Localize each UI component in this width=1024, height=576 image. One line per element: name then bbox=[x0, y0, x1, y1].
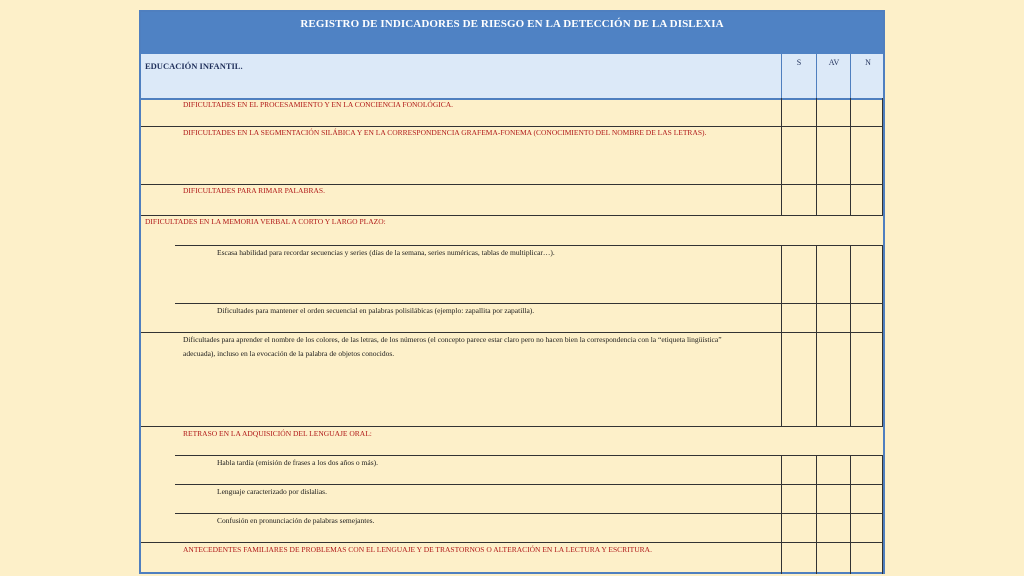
column-s: S bbox=[781, 54, 816, 98]
indicator-family-history: ANTECEDENTES FAMILIARES DE PROBLEMAS CON EL LENGUAJE Y DE TRASTORNOS O ALTERACIÓN EN LA LECTURA Y ESCRITURA. bbox=[183, 545, 652, 554]
indicator-sequential-order: Dificultades para mantener el orden secuencial en palabras polisilábicas (ejemplo: zapallita por zapatilla). bbox=[217, 306, 535, 315]
column-divider bbox=[850, 455, 851, 574]
indicator-naming-line2: adecuada), incluso en la evocación de la palabra de objetos conocidos. bbox=[183, 349, 395, 358]
indicator-late-speech: Habla tardía (emisión de frases a los dos años o más). bbox=[217, 458, 378, 467]
indicator-oral-language-delay: RETRASO EN LA ADQUISICIÓN DEL LENGUAJE ORAL: bbox=[183, 429, 372, 438]
column-divider bbox=[882, 455, 883, 574]
indicator-verbal-memory: DIFICULTADES EN LA MEMORIA VERBAL A CORTO Y LARGO PLAZO: bbox=[145, 217, 386, 226]
indicator-phonological: DIFICULTADES EN EL PROCESAMIENTO Y EN LA CONCIENCIA FONOLÓGICA. bbox=[183, 100, 454, 109]
column-divider bbox=[850, 245, 851, 426]
column-divider bbox=[816, 455, 817, 574]
section-label: EDUCACIÓN INFANTIL. bbox=[145, 61, 243, 71]
column-divider bbox=[882, 98, 883, 215]
risk-indicator-form bbox=[139, 10, 885, 574]
column-divider bbox=[781, 455, 782, 574]
column-divider bbox=[850, 98, 851, 215]
indicator-sequences: Escasa habilidad para recordar secuencias y series (días de la semana, series numéricas, tablas de multiplicar…). bbox=[217, 248, 555, 257]
column-divider bbox=[781, 245, 782, 426]
indicator-dyslalia: Lenguaje caracterizado por dislalias. bbox=[217, 487, 327, 496]
column-divider bbox=[816, 98, 817, 215]
column-av: AV bbox=[816, 54, 851, 98]
form-title: REGISTRO DE INDICADORES DE RIESGO EN LA DETECCIÓN DE LA DISLEXIA bbox=[141, 12, 883, 54]
column-divider bbox=[781, 98, 782, 215]
table-header bbox=[141, 54, 883, 100]
column-divider bbox=[816, 245, 817, 426]
indicator-rhyming: DIFICULTADES PARA RIMAR PALABRAS. bbox=[183, 186, 325, 195]
indicator-word-confusion: Confusión en pronunciación de palabras semejantes. bbox=[217, 516, 375, 525]
indicator-naming-line1: Dificultades para aprender el nombre de los colores, de las letras, de los números (el concepto parece estar claro pero no hacen bien la correspondencia con la “etiqueta lingüística” bbox=[183, 335, 722, 344]
indicator-segmentation: DIFICULTADES EN LA SEGMENTACIÓN SILÁBICA Y EN LA CORRESPONDENCIA GRAFEMA-FONEMA (CONOCIMIENTO DEL NOMBRE DE LAS LETRAS). bbox=[183, 128, 707, 137]
column-n: N bbox=[850, 54, 885, 98]
column-divider bbox=[882, 245, 883, 426]
